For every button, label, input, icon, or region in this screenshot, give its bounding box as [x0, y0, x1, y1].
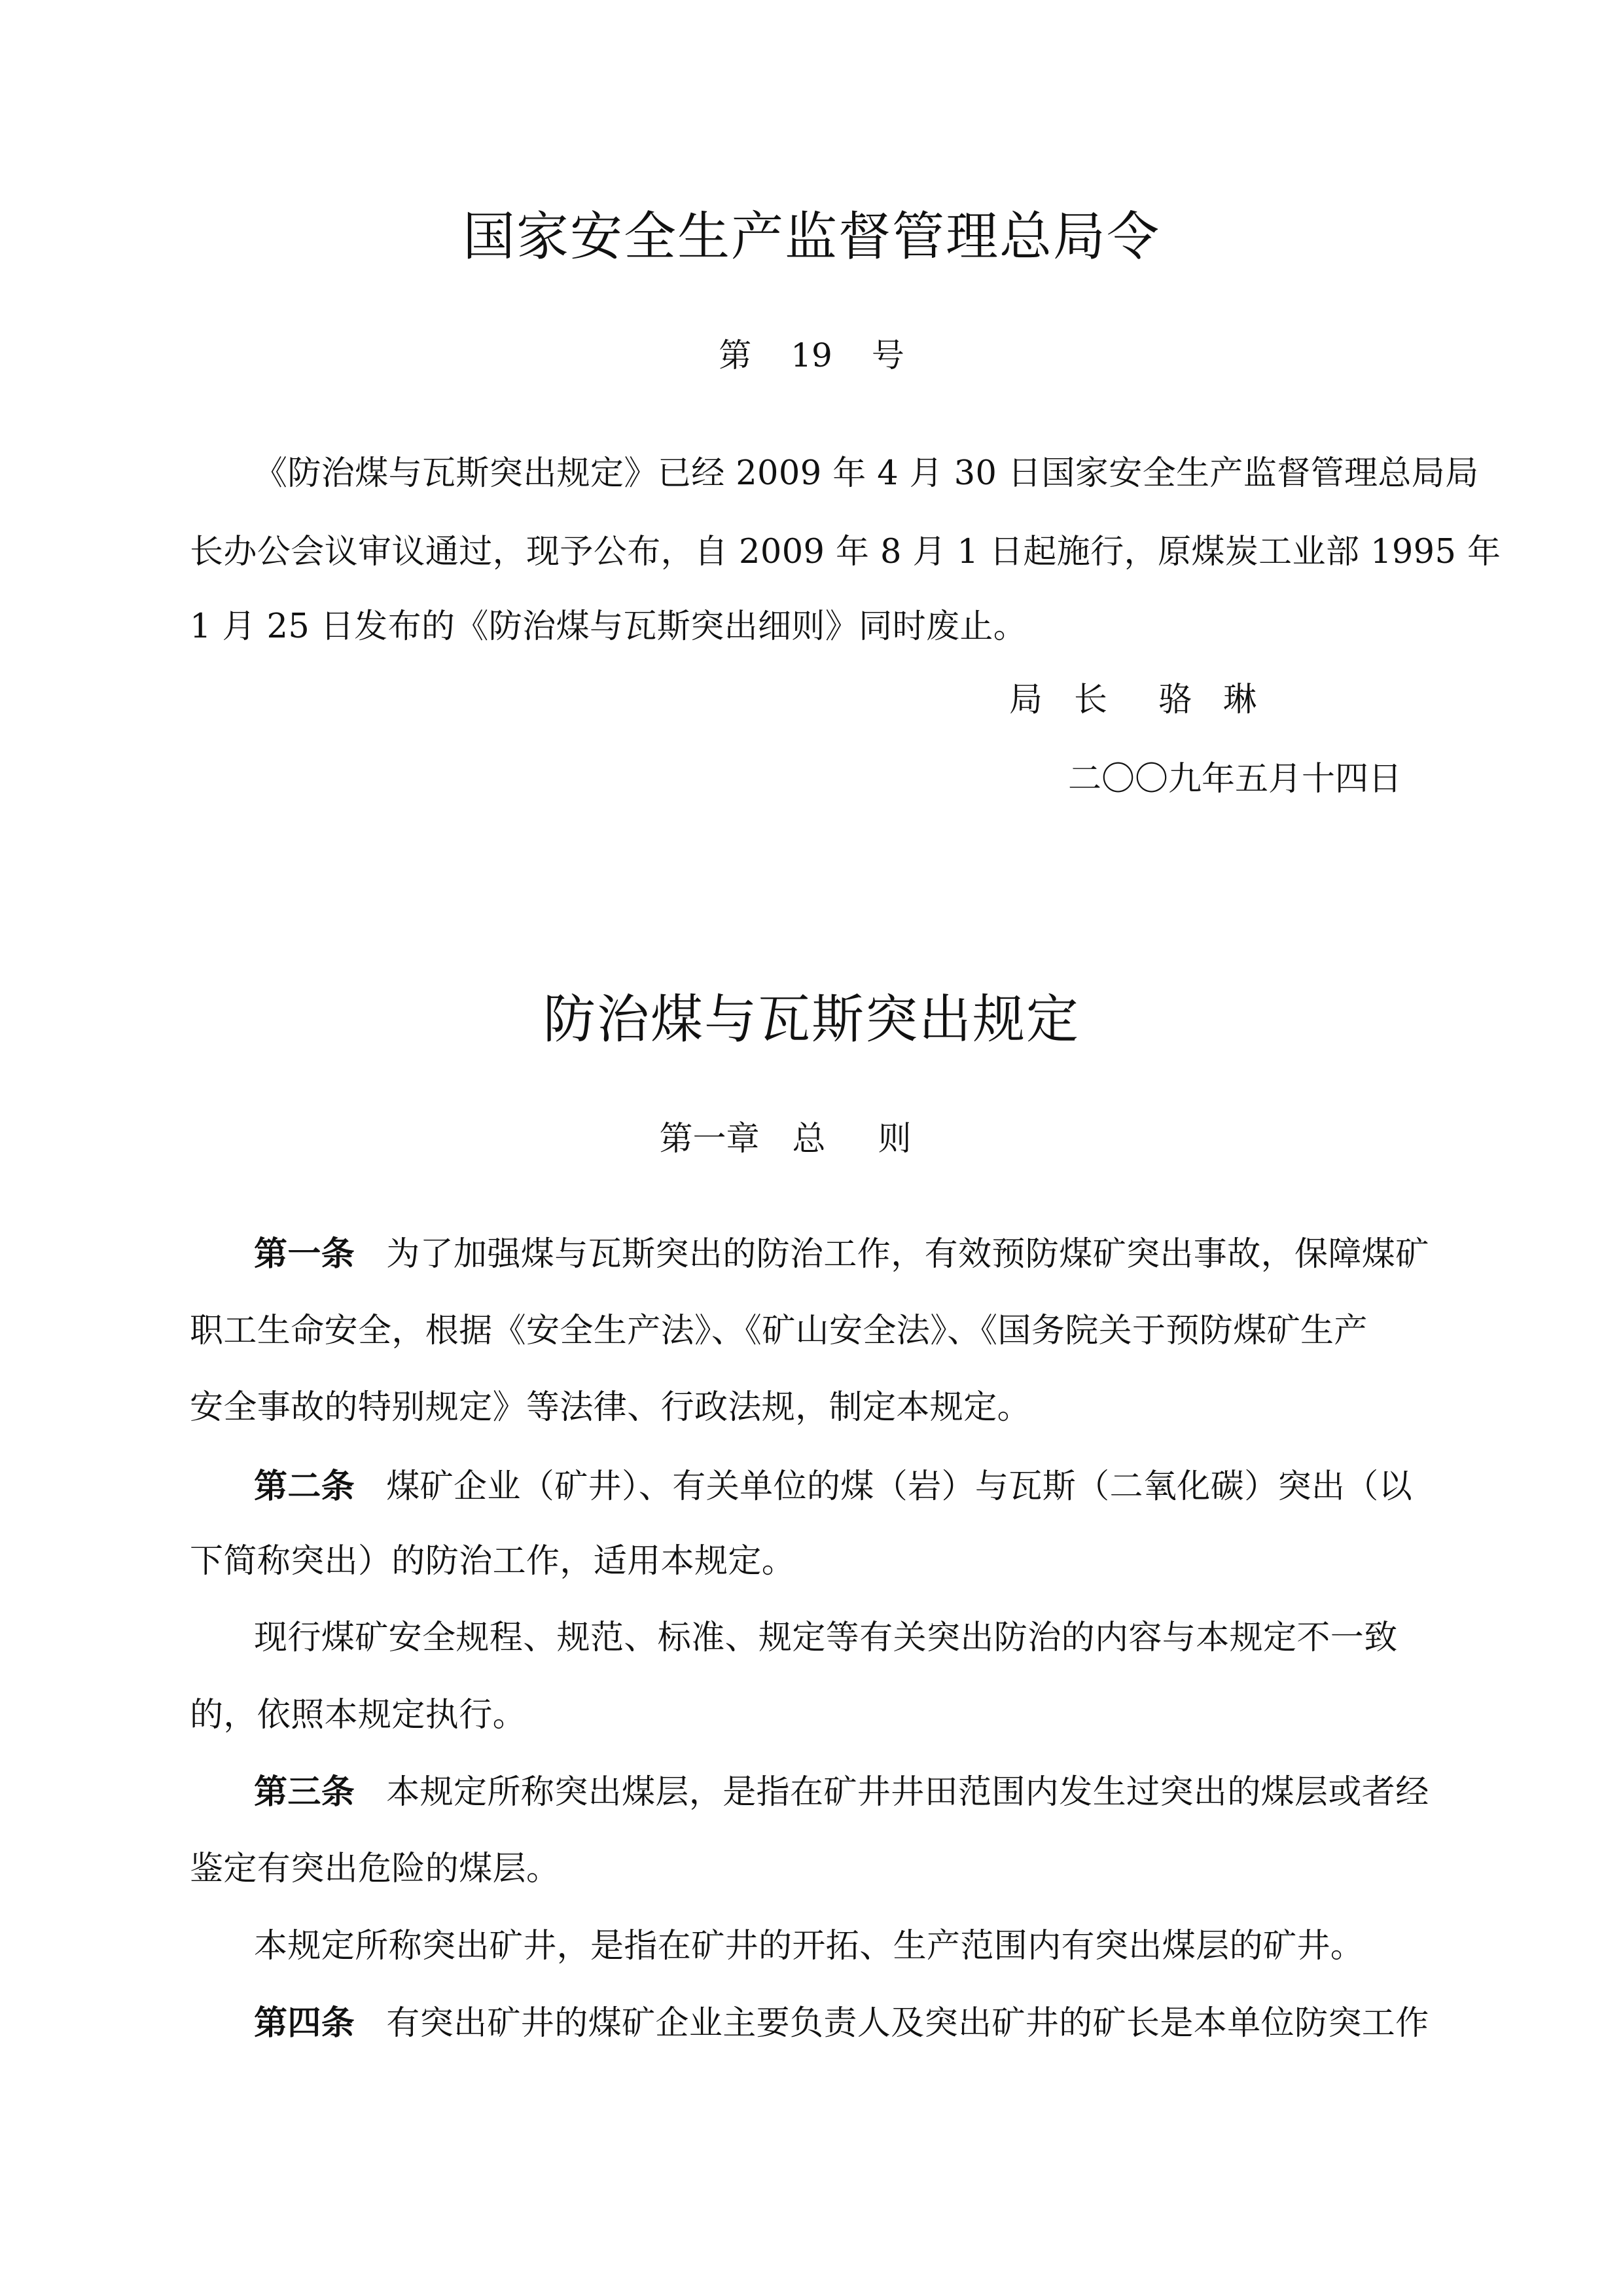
article-1-text: 为了加强煤与瓦斯突出的防治工作，有效预防煤矿突出事故，保障煤矿 — [386, 1235, 1429, 1274]
regulation-title: 防治煤与瓦斯突出规定 — [543, 989, 1080, 1050]
chapter-label: 第一章 — [659, 1120, 760, 1158]
order-number-value: 19 — [791, 336, 832, 374]
chapter-heading — [0, 1116, 1623, 1163]
article-1-first-line — [254, 1230, 1429, 1278]
article-4-label: 第四条 — [254, 2003, 355, 2043]
article-1-line-2: 职工生命安全，根据《安全生产法》、《矿山安全法》、《国务院关于预防煤矿生产 — [190, 1312, 1368, 1350]
article-2-paragraph-line-2: 的，依照本规定执行。 — [190, 1696, 527, 1734]
article-3-line-2: 鉴定有突出危险的煤层。 — [190, 1850, 560, 1888]
article-2-first-line — [254, 1463, 1412, 1511]
article-3-label: 第三条 — [254, 1772, 355, 1812]
order-body-line-2: 长办公会议审议通过，现予公布，自 2009 年 8 月 1 日起施行，原煤炭工业部 1995 年 — [190, 533, 1501, 571]
article-3-first-line — [254, 1768, 1429, 1816]
order-number — [0, 332, 1623, 378]
signer-name: 骆琳 — [1158, 681, 1289, 719]
article-1-label: 第一条 — [254, 1234, 355, 1274]
order-body-line-1: 《防治煤与瓦斯突出规定》已经 2009 年 4 月 30 日国家安全生产监督管理总局局 — [254, 454, 1479, 493]
article-3-paragraph-line-1: 本规定所称突出矿井，是指在矿井的开拓、生产范围内有突出煤层的矿井。 — [254, 1927, 1364, 1965]
article-2-line-2: 下简称突出）的防治工作，适用本规定。 — [190, 1542, 796, 1581]
order-title: 国家安全生产监督管理总局令 — [463, 206, 1160, 267]
article-2-label: 第二条 — [254, 1467, 355, 1506]
order-date: 二〇〇九年五月十四日 — [1068, 760, 1402, 798]
order-body-line-3: 1 月 25 日发布的《防治煤与瓦斯突出细则》同时废止。 — [190, 607, 1027, 646]
signer-title: 局长 — [1009, 681, 1139, 719]
article-4-text: 有突出矿井的煤矿企业主要负责人及突出矿井的矿长是本单位防突工作 — [386, 2004, 1429, 2043]
order-number-suffix: 号 — [871, 336, 904, 374]
order-number-prefix: 第 — [719, 336, 752, 374]
chapter-name: 总则 — [792, 1120, 964, 1158]
article-2-text: 煤矿企业（矿井）、有关单位的煤（岩）与瓦斯（二氧化碳）突出（以 — [386, 1467, 1413, 1506]
order-signer — [1009, 677, 1288, 724]
article-2-paragraph-line-1: 现行煤矿安全规程、规范、标准、规定等有关突出防治的内容与本规定不一致 — [254, 1619, 1398, 1657]
article-1-line-3: 安全事故的特别规定》等法律、行政法规，制定本规定。 — [190, 1388, 1031, 1427]
article-3-text: 本规定所称突出煤层，是指在矿井井田范围内发生过突出的煤层或者经 — [386, 1773, 1429, 1812]
article-4-first-line — [254, 2000, 1429, 2047]
